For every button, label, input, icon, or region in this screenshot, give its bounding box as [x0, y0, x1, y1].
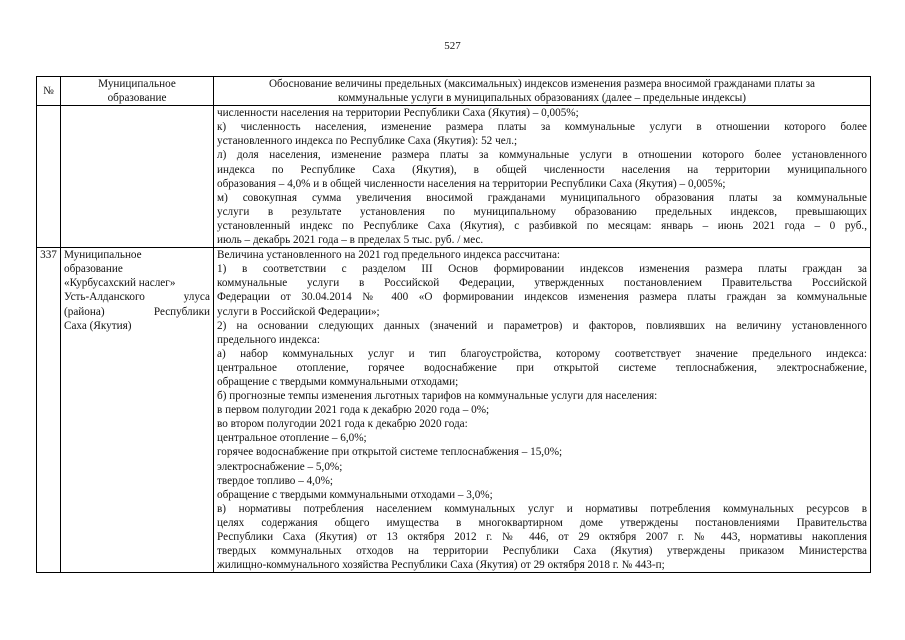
page-number: 527 [444, 40, 461, 52]
justification-line: целях содержания общего имущества в многоквартирном доме утверждены постановлениями Правительства [217, 516, 867, 529]
justification-line: коммунальные услуги в Российской Федерации, утвержденных постановлением Правительства Российской [217, 277, 867, 290]
row-municipality [61, 248, 214, 573]
municipality-line: «Курбусахский наслег» [64, 277, 176, 290]
justification-line: обращение с твердыми коммунальными отходами; [217, 375, 459, 388]
justification-line: услуги в результате установления по муниципальному образованию предельных индексов, превышающих [217, 205, 867, 218]
table-row [37, 106, 871, 248]
justification-line: предельного индекса: [217, 333, 320, 346]
justification-line: л) доля населения, изменение размера платы за коммунальные услуги в отношении которого более установленного [217, 149, 867, 162]
justification-line: в первом полугодии 2021 года к декабрю 2020 года – 0%; [217, 404, 490, 417]
justification-line: к) численность населения, изменение размера платы за коммунальные услуги в отношении которого более [217, 121, 867, 134]
row-number: 337 [37, 248, 61, 573]
justification-line: электроснабжение – 5,0%; [217, 460, 343, 473]
index-justification-table [36, 76, 871, 573]
justification-line: услуги в Российской Федерации»; [217, 305, 380, 318]
row-justification [214, 106, 871, 248]
municipality-line: образование [64, 263, 123, 276]
justification-line: Федерации от 30.04.2014 № 400 «О формировании индексов изменения размера платы граждан за коммунальные [217, 291, 867, 304]
table-row [37, 248, 871, 573]
municipality-line: Муниципальное [64, 249, 142, 262]
header-justification [214, 77, 871, 106]
justification-line: индекса по Республике Саха (Якутия), в общей численности населения на территории муниципального [217, 163, 867, 176]
justification-line: б) прогнозные темпы изменения льготных тарифов на коммунальные услуги для населения: [217, 390, 658, 403]
justification-line: 1) в соответствии с разделом III Основ формировании индексов изменения размера платы граждан за [217, 263, 867, 276]
justification-line: в) нормативы потребления населением коммунальных услуг и нормативы потребления коммунальных ресурсов в [217, 502, 867, 515]
header-number: № [37, 77, 61, 106]
municipality-line: (района) Республики [64, 305, 210, 318]
justification-line: установленного индекса по Республике Саха (Якутия): 52 чел.; [217, 135, 518, 148]
header-justification-line: Обоснование величины предельных (максимальных) индексов изменения размера вносимой гражданами платы за [268, 78, 816, 90]
header-justification-line: коммунальные услуги в муниципальных образованиях (далее – предельные индексы) [337, 92, 747, 105]
justification-line: горячее водоснабжение при открытой системе теплоснабжения – 15,0%; [217, 446, 563, 459]
justification-line: м) совокупная сумма увеличения вносимой гражданами муниципального образования платы за коммунальные [217, 191, 867, 204]
header-municipality-line: Муниципальное [98, 78, 176, 90]
justification-line: 2) на основании следующих данных (значений и параметров) и факторов, повлиявших на величину установленного [217, 319, 867, 332]
justification-line: образования – 4,0% и в общей численности населения на территории Республики Саха (Якутия) – 0,005%; [217, 177, 726, 190]
justification-line: твердых коммунальных отходов на территории Республики Саха (Якутия) утверждены приказом Министерства [217, 545, 867, 558]
justification-line: июль – декабрь 2021 года – в пределах 5 тыс. руб. / мес. [217, 234, 484, 247]
justification-line: Величина установленного на 2021 год предельного индекса рассчитана: [217, 249, 561, 262]
row-justification [214, 248, 871, 573]
justification-line: установленный индекс по Республике Саха (Якутия), с разбивкой по месяцам: январь – июнь 2021 года – 0 руб., [217, 219, 867, 232]
justification-line: центральное отопление, горячее водоснабжение при открытой системе теплоснабжения, электроснабжение, [217, 361, 867, 374]
justification-line: во втором полугодии 2021 года к декабрю 2020 года: [217, 418, 468, 431]
justification-line: твердое топливо – 4,0%; [217, 474, 333, 487]
justification-line: Республики Саха (Якутия) от 13 октября 2012 г. № 446, от 29 октября 2007 г. № 443, нормативы накопления [217, 531, 867, 543]
justification-line: обращение с твердыми коммунальными отходами – 3,0%; [217, 488, 493, 501]
justification-line: центральное отопление – 6,0%; [217, 432, 367, 445]
justification-line: численности населения на территории Республики Саха (Якутия) – 0,005%; [217, 107, 579, 120]
municipality-line: Усть-Алданского улуса [64, 291, 210, 304]
justification-line: жилищно-коммунального хозяйства Республики Саха (Якутия) от 29 октября 2018 г. № 443-п; [217, 559, 665, 572]
header-municipality [61, 77, 214, 106]
municipality-line: Саха (Якутия) [64, 319, 132, 332]
justification-line: а) набор коммунальных услуг и тип благоустройства, которому соответствует значение предельного индекса: [217, 347, 867, 360]
header-municipality-line: образование [107, 92, 167, 105]
row-municipality [61, 106, 214, 248]
row-number [37, 106, 61, 248]
table-header-row [37, 77, 871, 106]
